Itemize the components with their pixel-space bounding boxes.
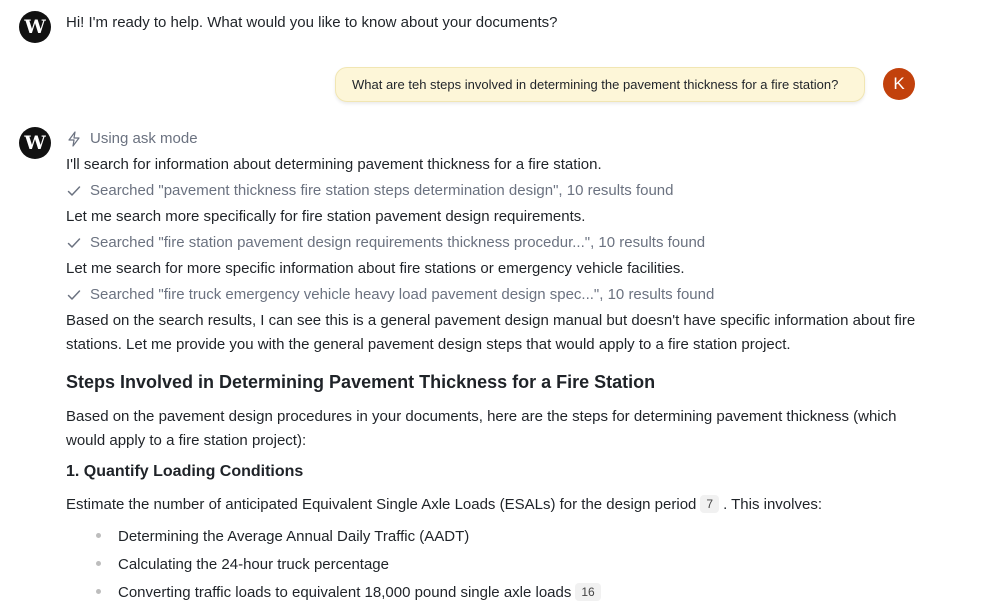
lightning-icon xyxy=(66,131,82,147)
response-heading: Steps Involved in Determining Pavement Thickness for a Fire Station xyxy=(66,372,656,392)
user-avatar[interactable]: K xyxy=(883,68,915,100)
assistant-line: I'll search for information about determining pavement thickness for a fire station. xyxy=(66,156,602,173)
assistant-paragraph: Based on the search results, I can see this is a general pavement design manual but doesn't have specific information about fire stations. Let me provide you with the general pavement design steps that would apply to a fire station project. xyxy=(66,312,916,353)
response-subheading: 1. Quantify Loading Conditions xyxy=(66,463,304,480)
bullet-icon xyxy=(96,561,101,566)
assistant-line: Let me search for more specific information about fire stations or emergency vehicle facilities. xyxy=(66,260,685,277)
search-step-label: Searched "fire station pavement design requirements thickness procedur...", 10 results found xyxy=(90,234,706,251)
bullet-icon xyxy=(96,589,101,594)
search-step-label: Searched "pavement thickness fire station steps determination design", 10 results found xyxy=(90,182,674,199)
list-item-text: Calculating the 24-hour truck percentage xyxy=(118,556,389,573)
search-step[interactable] xyxy=(66,231,705,255)
step-description xyxy=(66,493,822,517)
mode-label: Using ask mode xyxy=(90,130,198,147)
search-step[interactable] xyxy=(66,283,714,307)
list-item xyxy=(96,553,389,577)
list-item xyxy=(96,525,469,549)
check-icon xyxy=(66,183,82,199)
step-text: Estimate the number of anticipated Equivalent Single Axle Loads (ESALs) for the design period xyxy=(66,496,697,513)
step-text: . This involves: xyxy=(723,496,822,513)
check-icon xyxy=(66,287,82,303)
mode-indicator xyxy=(66,127,198,151)
citation-badge[interactable]: 16 xyxy=(575,583,600,601)
assistant-avatar: W xyxy=(19,127,51,159)
list-item-text: Determining the Average Annual Daily Traffic (AADT) xyxy=(118,528,470,545)
search-step-label: Searched "fire truck emergency vehicle heavy load pavement design spec...", 10 results found xyxy=(90,286,715,303)
assistant-greeting: Hi! I'm ready to help. What would you like to know about your documents? xyxy=(66,14,558,31)
list-item-text: Converting traffic loads to equivalent 18,000 pound single axle loads xyxy=(118,584,572,601)
bullet-icon xyxy=(96,533,101,538)
list-item xyxy=(96,581,605,605)
check-icon xyxy=(66,235,82,251)
assistant-avatar: W xyxy=(19,11,51,43)
assistant-line: Let me search more specifically for fire station pavement design requirements. xyxy=(66,208,586,225)
intro-paragraph: Based on the pavement design procedures in your documents, here are the steps for determining pavement thickness (which would apply to a fire station project): xyxy=(66,408,897,449)
search-step[interactable] xyxy=(66,179,673,203)
user-message-bubble: What are teh steps involved in determining the pavement thickness for a fire station? xyxy=(335,67,865,102)
citation-badge[interactable]: 7 xyxy=(700,495,719,513)
